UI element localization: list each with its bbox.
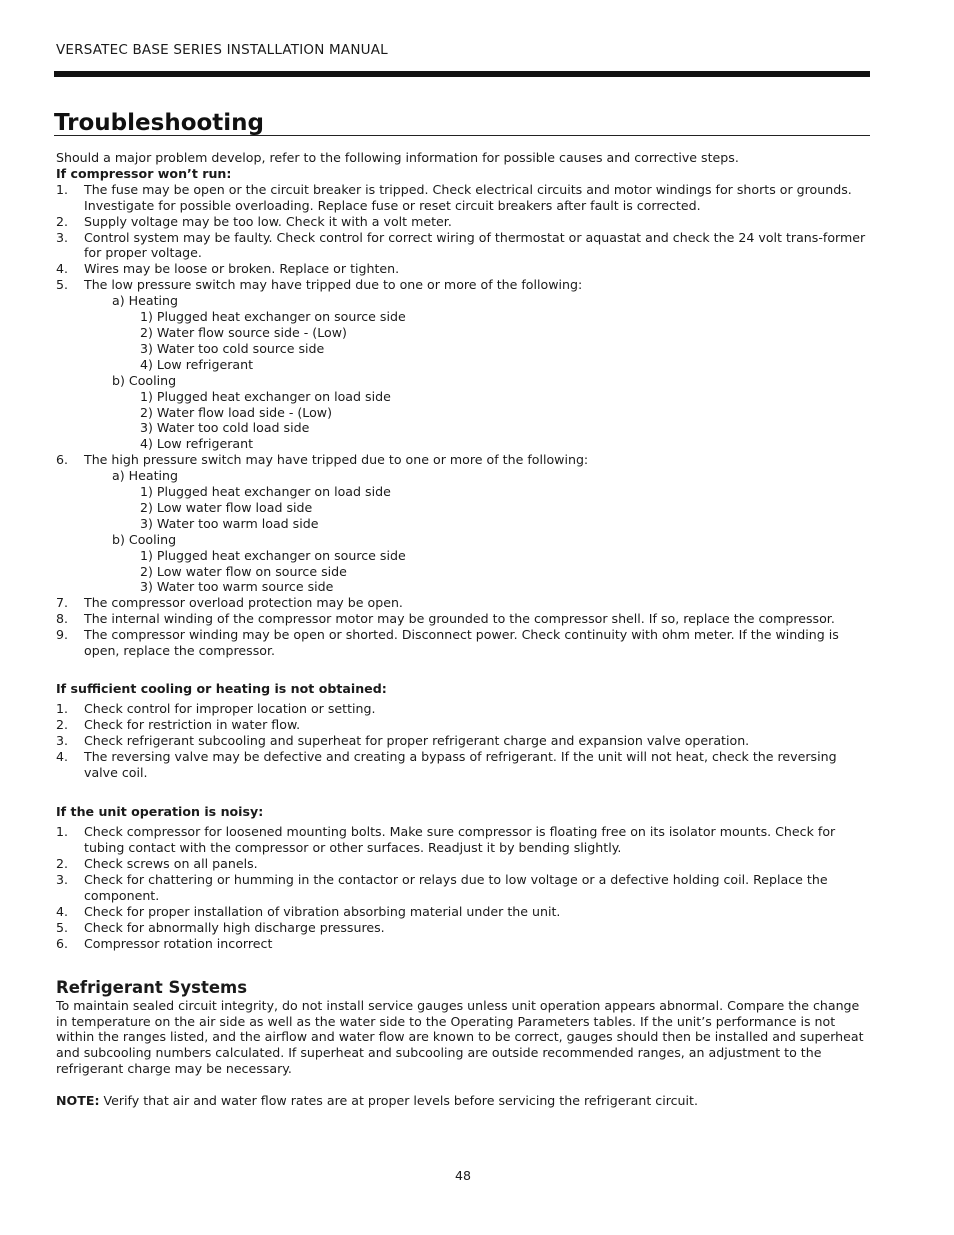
list-text: Compressor rotation incorrect xyxy=(84,935,273,951)
sub-item: b) Cooling xyxy=(112,372,177,388)
list-number: 8. xyxy=(56,611,69,627)
list-number: 5. xyxy=(56,277,69,293)
spacer xyxy=(56,1077,874,1093)
list-text: Check compressor for loosened mounting bolts. Make sure compressor is floating free on its isolator mounts. Check for tubing contact with the compressor or other surfaces. Readjust it by bending slightly. xyxy=(84,824,836,856)
sub-sub-item: 2) Water flow load side - (Low) xyxy=(140,404,332,420)
list-text: The high pressure switch may have tripped due to one or more of the following: xyxy=(84,452,589,468)
header-rule xyxy=(54,71,870,77)
sub-item: a) Heating xyxy=(112,468,178,484)
spacer xyxy=(56,780,874,796)
list-item xyxy=(56,627,874,659)
list-number: 1. xyxy=(56,824,69,840)
compressor-heading: If compressor won’t run: xyxy=(56,165,232,181)
list-text: The low pressure switch may have tripped due to one or more of the following: xyxy=(84,277,583,293)
sub-sub-item: 3) Water too warm source side xyxy=(140,579,334,595)
noisy-list xyxy=(56,824,874,951)
sub-item: b) Cooling xyxy=(112,531,177,547)
cooling-heading: If sufficient cooling or heating is not obtained: xyxy=(56,681,387,696)
list-item xyxy=(56,920,874,936)
list-text: The compressor overload protection may be open. xyxy=(84,595,403,611)
list-number: 3. xyxy=(56,229,69,245)
sub-sub-item: 2) Low water flow load side xyxy=(140,499,313,515)
compressor-list xyxy=(56,182,874,659)
page-title: Troubleshooting xyxy=(54,110,265,136)
page-number: 48 xyxy=(454,1168,472,1183)
sub-sub-item: 4) Low refrigerant xyxy=(140,356,254,372)
sub-sub-item: 2) Low water flow on source side xyxy=(140,563,347,579)
list-number: 6. xyxy=(56,935,69,951)
list-text: The fuse may be open or the circuit breaker is tripped. Check electrical circuits and motor windings for shorts or grounds. Investigate for possible overloading. Replace fuse or reset circuit breakers after fault is corrected. xyxy=(84,181,852,213)
list-text: Control system may be faulty. Check control for correct wiring of thermostat or aquastat and check the 24 volt trans-former for proper voltage. xyxy=(84,229,866,261)
sub-sub-item: 4) Low refrigerant xyxy=(140,436,254,452)
cooling-list xyxy=(56,701,874,781)
list-number: 2. xyxy=(56,213,69,229)
list-item xyxy=(56,749,874,781)
sub-item: a) Heating xyxy=(112,293,178,309)
sub-sub-item: 1) Plugged heat exchanger on load side xyxy=(140,388,391,404)
list-number: 3. xyxy=(56,872,69,888)
list-number: 9. xyxy=(56,627,69,643)
list-item xyxy=(56,733,874,749)
list-item xyxy=(56,904,874,920)
list-item xyxy=(56,856,874,872)
sub-sub-item: 2) Water flow source side - (Low) xyxy=(140,324,347,340)
list-text: Check refrigerant subcooling and superheat for proper refrigerant charge and expansion valve operation. xyxy=(84,732,750,748)
list-number: 4. xyxy=(56,903,69,919)
list-item xyxy=(56,701,874,717)
list-text: The compressor winding may be open or shorted. Disconnect power. Check continuity with ohm meter. If the winding is open, replace the compressor. xyxy=(84,627,839,659)
list-item xyxy=(56,717,874,733)
list-item xyxy=(56,277,874,293)
note-paragraph xyxy=(56,1093,874,1109)
sub-sub-item: 1) Plugged heat exchanger on source side xyxy=(140,309,406,325)
list-text: The internal winding of the compressor motor may be grounded to the compressor shell. If so, replace the compressor. xyxy=(84,611,835,627)
list-number: 2. xyxy=(56,716,69,732)
list-item xyxy=(56,611,874,627)
list-item xyxy=(56,452,874,468)
list-text: Wires may be loose or broken. Replace or tighten. xyxy=(84,261,400,277)
sub-sub-item: 1) Plugged heat exchanger on source side xyxy=(140,547,406,563)
list-item xyxy=(56,214,874,230)
note-label: NOTE: xyxy=(56,1093,100,1109)
list-text: Check for proper installation of vibration absorbing material under the unit. xyxy=(84,903,561,919)
list-number: 7. xyxy=(56,595,69,611)
document-body xyxy=(56,150,874,1109)
list-item xyxy=(56,595,874,611)
list-item xyxy=(56,182,874,214)
list-number: 1. xyxy=(56,700,69,716)
noisy-heading: If the unit operation is noisy: xyxy=(56,804,264,820)
list-text: The reversing valve may be defective and creating a bypass of refrigerant. If the unit will not heat, check the reversing valve coil. xyxy=(84,748,837,780)
title-underline xyxy=(54,109,870,136)
list-text: Check control for improper location or setting. xyxy=(84,700,376,716)
intro-paragraph: Should a major problem develop, refer to the following information for possible causes and corrective steps. xyxy=(56,150,739,165)
sub-sub-item: 3) Water too cold load side xyxy=(140,420,310,436)
list-item xyxy=(56,230,874,262)
list-item xyxy=(56,872,874,904)
refrigerant-paragraph: To maintain sealed circuit integrity, do not install service gauges unless unit operation appears abnormal. Compare the change in temperature on the air side as well as the water side to the Operating Parameters tables. If the unit’s performance is not within the ranges listed, and the airflow and water flow are known to be correct, gauges should then be installed and superheat and subcooling numbers calculated. If superheat and subcooling are outside recommended ranges, an adjustment to the refrigerant charge may be necessary. xyxy=(56,997,864,1077)
list-number: 2. xyxy=(56,856,69,872)
list-text: Check for chattering or humming in the contactor or relays due to low voltage or a defective holding coil. Replace the component. xyxy=(84,872,828,903)
list-number: 4. xyxy=(56,261,69,277)
note-text: Verify that air and water flow rates are at proper levels before servicing the refrigerant circuit. xyxy=(99,1093,698,1109)
sub-sub-item: 1) Plugged heat exchanger on load side xyxy=(140,484,391,500)
list-number: 3. xyxy=(56,732,69,748)
refrigerant-section-title: Refrigerant Systems xyxy=(56,977,248,997)
list-item xyxy=(56,824,874,856)
document-header: VERSATEC BASE SERIES INSTALLATION MANUAL xyxy=(56,42,388,58)
list-item xyxy=(56,936,874,952)
spacer xyxy=(56,659,874,675)
sub-sub-item: 3) Water too cold source side xyxy=(140,340,325,356)
sub-sub-item: 3) Water too warm load side xyxy=(140,515,319,531)
list-number: 1. xyxy=(56,181,69,197)
list-number: 6. xyxy=(56,452,69,468)
list-text: Check for abnormally high discharge pressures. xyxy=(84,919,385,935)
list-item xyxy=(56,261,874,277)
list-text: Check for restriction in water flow. xyxy=(84,716,301,732)
list-text: Check screws on all panels. xyxy=(84,856,258,872)
list-number: 4. xyxy=(56,748,69,764)
list-number: 5. xyxy=(56,919,69,935)
list-text: Supply voltage may be too low. Check it with a volt meter. xyxy=(84,213,452,229)
